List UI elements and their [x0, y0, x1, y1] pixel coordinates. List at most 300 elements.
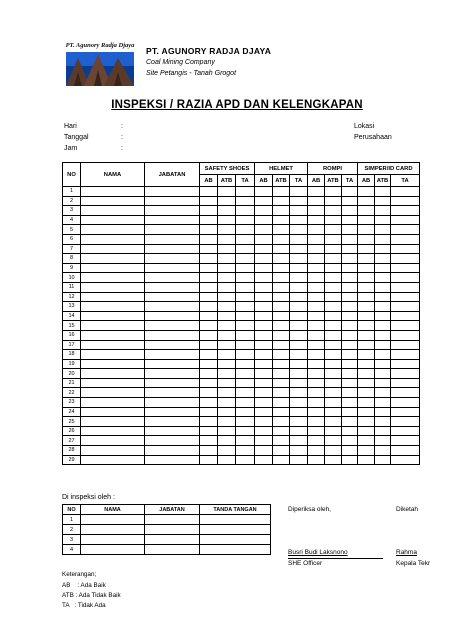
- table-cell[interactable]: [358, 215, 375, 225]
- inspector-cell[interactable]: [200, 545, 271, 555]
- table-cell[interactable]: [325, 196, 342, 206]
- inspector-cell[interactable]: [200, 525, 271, 535]
- table-cell[interactable]: [391, 426, 420, 436]
- table-cell[interactable]: [290, 417, 308, 427]
- table-cell[interactable]: [342, 273, 358, 283]
- table-cell[interactable]: [145, 426, 200, 436]
- inspector-cell[interactable]: [81, 515, 145, 525]
- table-cell[interactable]: [200, 273, 218, 283]
- table-cell[interactable]: [308, 426, 325, 436]
- table-cell[interactable]: [375, 340, 391, 350]
- table-cell[interactable]: [200, 234, 218, 244]
- table-cell[interactable]: [290, 302, 308, 312]
- table-cell[interactable]: [200, 407, 218, 417]
- table-cell[interactable]: [81, 196, 145, 206]
- table-cell[interactable]: [236, 263, 255, 273]
- table-cell[interactable]: [391, 282, 420, 292]
- table-cell[interactable]: [200, 455, 218, 465]
- table-cell[interactable]: [375, 417, 391, 427]
- table-cell[interactable]: [236, 436, 255, 446]
- table-cell[interactable]: [255, 273, 273, 283]
- table-cell[interactable]: [255, 311, 273, 321]
- table-cell[interactable]: [290, 359, 308, 369]
- table-cell[interactable]: [375, 206, 391, 216]
- inspector-cell[interactable]: [145, 535, 200, 545]
- table-cell[interactable]: [255, 254, 273, 264]
- table-cell[interactable]: [325, 187, 342, 197]
- inspector-cell[interactable]: [81, 535, 145, 545]
- inspector-cell[interactable]: [200, 515, 271, 525]
- table-cell[interactable]: [391, 359, 420, 369]
- table-cell[interactable]: [145, 263, 200, 273]
- table-cell[interactable]: [81, 206, 145, 216]
- table-cell[interactable]: [308, 273, 325, 283]
- table-cell[interactable]: [200, 369, 218, 379]
- table-cell[interactable]: [81, 225, 145, 235]
- table-cell[interactable]: [218, 359, 236, 369]
- table-cell[interactable]: [218, 292, 236, 302]
- table-cell[interactable]: [145, 446, 200, 456]
- table-cell[interactable]: [273, 244, 290, 254]
- table-cell[interactable]: [342, 244, 358, 254]
- table-cell[interactable]: [236, 446, 255, 456]
- table-cell[interactable]: [218, 446, 236, 456]
- table-cell[interactable]: [273, 311, 290, 321]
- table-cell[interactable]: [358, 417, 375, 427]
- table-cell[interactable]: [200, 426, 218, 436]
- table-cell[interactable]: [358, 398, 375, 408]
- table-cell[interactable]: [290, 321, 308, 331]
- table-cell[interactable]: [145, 388, 200, 398]
- table-cell[interactable]: [342, 426, 358, 436]
- inspector-cell[interactable]: [81, 545, 145, 555]
- table-cell[interactable]: [325, 244, 342, 254]
- table-cell[interactable]: [391, 321, 420, 331]
- table-cell[interactable]: [325, 292, 342, 302]
- table-cell[interactable]: [255, 369, 273, 379]
- table-cell[interactable]: [273, 273, 290, 283]
- table-cell[interactable]: [81, 436, 145, 446]
- table-cell[interactable]: [391, 302, 420, 312]
- table-cell[interactable]: [325, 436, 342, 446]
- table-cell[interactable]: [290, 215, 308, 225]
- table-cell[interactable]: [200, 225, 218, 235]
- table-cell[interactable]: [145, 369, 200, 379]
- table-cell[interactable]: [145, 187, 200, 197]
- table-cell[interactable]: [375, 455, 391, 465]
- table-cell[interactable]: [290, 398, 308, 408]
- table-cell[interactable]: [358, 436, 375, 446]
- table-cell[interactable]: [81, 388, 145, 398]
- table-cell[interactable]: [358, 187, 375, 197]
- table-cell[interactable]: [325, 359, 342, 369]
- table-cell[interactable]: [236, 417, 255, 427]
- table-cell[interactable]: [375, 273, 391, 283]
- table-cell[interactable]: [375, 359, 391, 369]
- table-cell[interactable]: [145, 436, 200, 446]
- table-cell[interactable]: [255, 234, 273, 244]
- table-cell[interactable]: [236, 302, 255, 312]
- table-cell[interactable]: [236, 244, 255, 254]
- table-cell[interactable]: [200, 196, 218, 206]
- table-cell[interactable]: [325, 350, 342, 360]
- table-cell[interactable]: [218, 388, 236, 398]
- table-cell[interactable]: [342, 378, 358, 388]
- table-cell[interactable]: [200, 311, 218, 321]
- table-cell[interactable]: [218, 340, 236, 350]
- table-cell[interactable]: [236, 292, 255, 302]
- table-cell[interactable]: [325, 206, 342, 216]
- table-cell[interactable]: [236, 340, 255, 350]
- table-cell[interactable]: [273, 388, 290, 398]
- table-cell[interactable]: [236, 350, 255, 360]
- table-cell[interactable]: [325, 369, 342, 379]
- table-cell[interactable]: [81, 215, 145, 225]
- table-cell[interactable]: [236, 426, 255, 436]
- table-cell[interactable]: [290, 311, 308, 321]
- table-cell[interactable]: [255, 215, 273, 225]
- table-cell[interactable]: [358, 292, 375, 302]
- table-cell[interactable]: [200, 254, 218, 264]
- table-cell[interactable]: [391, 388, 420, 398]
- table-cell[interactable]: [273, 234, 290, 244]
- table-cell[interactable]: [81, 426, 145, 436]
- table-cell[interactable]: [358, 350, 375, 360]
- table-cell[interactable]: [81, 263, 145, 273]
- table-cell[interactable]: [325, 302, 342, 312]
- table-cell[interactable]: [358, 311, 375, 321]
- table-cell[interactable]: [375, 254, 391, 264]
- table-cell[interactable]: [375, 330, 391, 340]
- table-cell[interactable]: [308, 350, 325, 360]
- table-cell[interactable]: [200, 206, 218, 216]
- table-cell[interactable]: [358, 369, 375, 379]
- table-cell[interactable]: [200, 388, 218, 398]
- table-cell[interactable]: [255, 455, 273, 465]
- table-cell[interactable]: [358, 234, 375, 244]
- table-cell[interactable]: [325, 321, 342, 331]
- table-cell[interactable]: [391, 225, 420, 235]
- table-cell[interactable]: [200, 215, 218, 225]
- table-cell[interactable]: [273, 436, 290, 446]
- table-cell[interactable]: [218, 196, 236, 206]
- table-cell[interactable]: [308, 398, 325, 408]
- table-cell[interactable]: [236, 455, 255, 465]
- table-cell[interactable]: [255, 292, 273, 302]
- table-cell[interactable]: [200, 292, 218, 302]
- table-cell[interactable]: [342, 206, 358, 216]
- table-cell[interactable]: [200, 330, 218, 340]
- table-cell[interactable]: [236, 225, 255, 235]
- table-cell[interactable]: [391, 234, 420, 244]
- table-cell[interactable]: [81, 302, 145, 312]
- table-cell[interactable]: [255, 350, 273, 360]
- table-cell[interactable]: [200, 436, 218, 446]
- table-cell[interactable]: [290, 206, 308, 216]
- table-cell[interactable]: [200, 282, 218, 292]
- table-cell[interactable]: [375, 234, 391, 244]
- table-cell[interactable]: [200, 350, 218, 360]
- table-cell[interactable]: [342, 321, 358, 331]
- table-cell[interactable]: [218, 311, 236, 321]
- table-cell[interactable]: [391, 330, 420, 340]
- table-cell[interactable]: [236, 234, 255, 244]
- table-cell[interactable]: [358, 282, 375, 292]
- table-cell[interactable]: [342, 455, 358, 465]
- table-cell[interactable]: [236, 311, 255, 321]
- table-cell[interactable]: [273, 446, 290, 456]
- table-cell[interactable]: [236, 321, 255, 331]
- table-cell[interactable]: [273, 263, 290, 273]
- table-cell[interactable]: [308, 407, 325, 417]
- table-cell[interactable]: [273, 350, 290, 360]
- table-cell[interactable]: [218, 234, 236, 244]
- table-cell[interactable]: [200, 398, 218, 408]
- table-cell[interactable]: [255, 263, 273, 273]
- table-cell[interactable]: [342, 350, 358, 360]
- table-cell[interactable]: [255, 407, 273, 417]
- table-cell[interactable]: [290, 388, 308, 398]
- table-cell[interactable]: [236, 359, 255, 369]
- table-cell[interactable]: [290, 340, 308, 350]
- table-cell[interactable]: [290, 234, 308, 244]
- table-cell[interactable]: [342, 417, 358, 427]
- table-cell[interactable]: [255, 196, 273, 206]
- table-cell[interactable]: [375, 378, 391, 388]
- table-cell[interactable]: [273, 369, 290, 379]
- table-cell[interactable]: [325, 446, 342, 456]
- table-cell[interactable]: [273, 417, 290, 427]
- table-cell[interactable]: [218, 330, 236, 340]
- table-cell[interactable]: [290, 330, 308, 340]
- table-cell[interactable]: [358, 263, 375, 273]
- table-cell[interactable]: [325, 398, 342, 408]
- inspector-cell[interactable]: [145, 525, 200, 535]
- table-cell[interactable]: [218, 407, 236, 417]
- table-cell[interactable]: [375, 196, 391, 206]
- table-cell[interactable]: [81, 330, 145, 340]
- table-cell[interactable]: [308, 187, 325, 197]
- table-cell[interactable]: [325, 282, 342, 292]
- table-cell[interactable]: [255, 359, 273, 369]
- table-cell[interactable]: [342, 225, 358, 235]
- table-cell[interactable]: [255, 426, 273, 436]
- table-cell[interactable]: [236, 378, 255, 388]
- table-cell[interactable]: [290, 225, 308, 235]
- table-cell[interactable]: [375, 407, 391, 417]
- table-cell[interactable]: [342, 234, 358, 244]
- table-cell[interactable]: [358, 340, 375, 350]
- table-cell[interactable]: [81, 340, 145, 350]
- table-cell[interactable]: [342, 292, 358, 302]
- table-cell[interactable]: [325, 455, 342, 465]
- table-cell[interactable]: [255, 446, 273, 456]
- table-cell[interactable]: [391, 350, 420, 360]
- table-cell[interactable]: [145, 359, 200, 369]
- table-cell[interactable]: [308, 340, 325, 350]
- table-cell[interactable]: [218, 273, 236, 283]
- table-cell[interactable]: [375, 292, 391, 302]
- table-cell[interactable]: [218, 417, 236, 427]
- table-cell[interactable]: [391, 446, 420, 456]
- table-cell[interactable]: [325, 378, 342, 388]
- table-cell[interactable]: [308, 417, 325, 427]
- table-cell[interactable]: [255, 388, 273, 398]
- table-cell[interactable]: [145, 350, 200, 360]
- table-cell[interactable]: [273, 426, 290, 436]
- table-cell[interactable]: [81, 292, 145, 302]
- table-cell[interactable]: [325, 254, 342, 264]
- inspector-cell[interactable]: [145, 515, 200, 525]
- table-cell[interactable]: [273, 407, 290, 417]
- table-cell[interactable]: [273, 215, 290, 225]
- table-cell[interactable]: [200, 378, 218, 388]
- table-cell[interactable]: [308, 196, 325, 206]
- table-cell[interactable]: [218, 215, 236, 225]
- table-cell[interactable]: [290, 378, 308, 388]
- table-cell[interactable]: [375, 302, 391, 312]
- table-cell[interactable]: [391, 263, 420, 273]
- table-cell[interactable]: [218, 244, 236, 254]
- table-cell[interactable]: [200, 187, 218, 197]
- table-cell[interactable]: [236, 282, 255, 292]
- table-cell[interactable]: [358, 273, 375, 283]
- inspector-cell[interactable]: [81, 525, 145, 535]
- table-cell[interactable]: [342, 302, 358, 312]
- table-cell[interactable]: [236, 206, 255, 216]
- table-cell[interactable]: [391, 378, 420, 388]
- table-cell[interactable]: [342, 359, 358, 369]
- table-cell[interactable]: [273, 359, 290, 369]
- table-cell[interactable]: [145, 398, 200, 408]
- table-cell[interactable]: [391, 369, 420, 379]
- table-cell[interactable]: [391, 292, 420, 302]
- table-cell[interactable]: [145, 340, 200, 350]
- table-cell[interactable]: [325, 340, 342, 350]
- table-cell[interactable]: [145, 330, 200, 340]
- table-cell[interactable]: [81, 359, 145, 369]
- table-cell[interactable]: [391, 311, 420, 321]
- table-cell[interactable]: [308, 369, 325, 379]
- table-cell[interactable]: [342, 436, 358, 446]
- table-cell[interactable]: [81, 311, 145, 321]
- table-cell[interactable]: [218, 263, 236, 273]
- table-cell[interactable]: [375, 350, 391, 360]
- table-cell[interactable]: [200, 302, 218, 312]
- table-cell[interactable]: [145, 292, 200, 302]
- table-cell[interactable]: [255, 417, 273, 427]
- table-cell[interactable]: [236, 187, 255, 197]
- table-cell[interactable]: [273, 196, 290, 206]
- table-cell[interactable]: [81, 282, 145, 292]
- table-cell[interactable]: [308, 215, 325, 225]
- table-cell[interactable]: [375, 215, 391, 225]
- table-cell[interactable]: [273, 321, 290, 331]
- table-cell[interactable]: [342, 388, 358, 398]
- table-cell[interactable]: [236, 215, 255, 225]
- table-cell[interactable]: [290, 455, 308, 465]
- table-cell[interactable]: [218, 321, 236, 331]
- table-cell[interactable]: [308, 359, 325, 369]
- table-cell[interactable]: [308, 321, 325, 331]
- table-cell[interactable]: [308, 254, 325, 264]
- table-cell[interactable]: [358, 407, 375, 417]
- table-cell[interactable]: [81, 187, 145, 197]
- table-cell[interactable]: [218, 302, 236, 312]
- table-cell[interactable]: [342, 369, 358, 379]
- table-cell[interactable]: [273, 378, 290, 388]
- table-cell[interactable]: [145, 225, 200, 235]
- table-cell[interactable]: [391, 215, 420, 225]
- table-cell[interactable]: [308, 378, 325, 388]
- table-cell[interactable]: [358, 302, 375, 312]
- table-cell[interactable]: [218, 350, 236, 360]
- table-cell[interactable]: [308, 436, 325, 446]
- table-cell[interactable]: [342, 196, 358, 206]
- table-cell[interactable]: [218, 436, 236, 446]
- table-cell[interactable]: [145, 378, 200, 388]
- table-cell[interactable]: [273, 282, 290, 292]
- table-cell[interactable]: [145, 244, 200, 254]
- table-cell[interactable]: [342, 282, 358, 292]
- table-cell[interactable]: [375, 388, 391, 398]
- table-cell[interactable]: [255, 206, 273, 216]
- table-cell[interactable]: [200, 340, 218, 350]
- table-cell[interactable]: [391, 273, 420, 283]
- table-cell[interactable]: [342, 187, 358, 197]
- table-cell[interactable]: [358, 254, 375, 264]
- table-cell[interactable]: [308, 263, 325, 273]
- table-cell[interactable]: [308, 302, 325, 312]
- table-cell[interactable]: [290, 436, 308, 446]
- table-cell[interactable]: [325, 426, 342, 436]
- table-cell[interactable]: [236, 273, 255, 283]
- table-cell[interactable]: [308, 388, 325, 398]
- table-cell[interactable]: [342, 254, 358, 264]
- table-cell[interactable]: [255, 321, 273, 331]
- table-cell[interactable]: [342, 311, 358, 321]
- table-cell[interactable]: [255, 282, 273, 292]
- table-cell[interactable]: [358, 455, 375, 465]
- table-cell[interactable]: [308, 330, 325, 340]
- table-cell[interactable]: [145, 254, 200, 264]
- table-cell[interactable]: [290, 273, 308, 283]
- table-cell[interactable]: [273, 292, 290, 302]
- table-cell[interactable]: [145, 302, 200, 312]
- table-cell[interactable]: [308, 234, 325, 244]
- table-cell[interactable]: [325, 311, 342, 321]
- table-cell[interactable]: [290, 292, 308, 302]
- table-cell[interactable]: [325, 417, 342, 427]
- table-cell[interactable]: [200, 417, 218, 427]
- table-cell[interactable]: [255, 225, 273, 235]
- table-cell[interactable]: [391, 206, 420, 216]
- table-cell[interactable]: [325, 330, 342, 340]
- table-cell[interactable]: [290, 282, 308, 292]
- table-cell[interactable]: [218, 378, 236, 388]
- table-cell[interactable]: [375, 263, 391, 273]
- table-cell[interactable]: [81, 350, 145, 360]
- table-cell[interactable]: [218, 187, 236, 197]
- table-cell[interactable]: [308, 292, 325, 302]
- table-cell[interactable]: [255, 378, 273, 388]
- table-cell[interactable]: [236, 407, 255, 417]
- table-cell[interactable]: [290, 369, 308, 379]
- table-cell[interactable]: [375, 225, 391, 235]
- table-cell[interactable]: [342, 330, 358, 340]
- table-cell[interactable]: [391, 340, 420, 350]
- table-cell[interactable]: [218, 206, 236, 216]
